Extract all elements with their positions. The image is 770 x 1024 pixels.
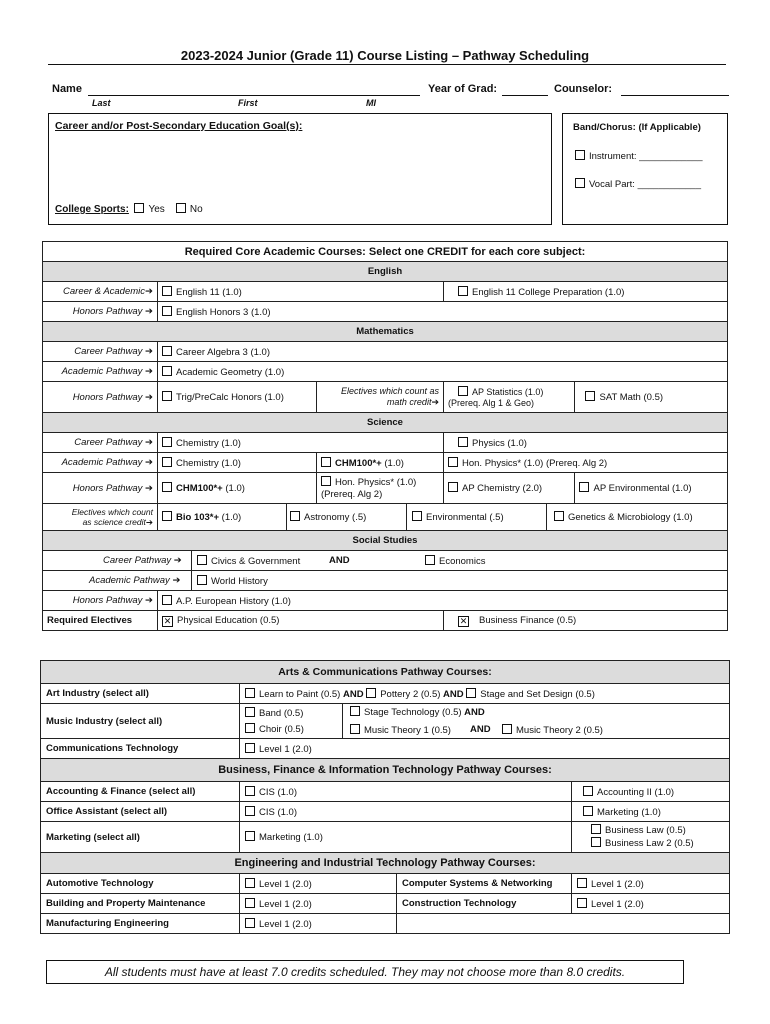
instrument-row xyxy=(575,150,703,162)
math-header: Mathematics xyxy=(43,322,728,342)
physical-education-option[interactable]: ✕ Physical Education (0.5) xyxy=(158,611,444,631)
checkbox[interactable] xyxy=(245,878,255,888)
choir-option[interactable]: Choir (0.5) xyxy=(245,723,304,735)
checkbox[interactable] xyxy=(583,786,593,796)
engineering-header: Engineering and Industrial Technology Pathway Courses: xyxy=(41,853,730,874)
ap-euro-option[interactable]: A.P. European History (1.0) xyxy=(158,591,728,611)
core-title: Required Core Academic Courses: Select one CREDIT for each core subject: xyxy=(43,242,728,262)
checkbox[interactable] xyxy=(162,286,172,296)
pathway-courses-table xyxy=(40,660,730,934)
music-and-label: AND xyxy=(470,724,491,735)
checkbox[interactable] xyxy=(458,437,468,447)
band-chorus-box xyxy=(562,113,728,225)
checkbox[interactable] xyxy=(245,786,255,796)
science-career-label: Career Pathway ➔ xyxy=(43,433,158,453)
counselor-field[interactable] xyxy=(621,95,729,96)
learn-to-paint-checkbox[interactable] xyxy=(245,688,255,698)
vocal-label: Vocal Part: ____________ xyxy=(589,179,701,190)
checkbox[interactable] xyxy=(448,482,458,492)
science-header: Science xyxy=(43,413,728,433)
checkbox[interactable] xyxy=(245,898,255,908)
business-law-checkbox[interactable] xyxy=(591,824,601,834)
building-maintenance-label: Building and Property Maintenance xyxy=(41,894,240,914)
checkbox[interactable] xyxy=(162,511,172,521)
checkbox[interactable] xyxy=(245,831,255,841)
first-label: First xyxy=(238,98,258,108)
sports-yes-checkbox[interactable] xyxy=(134,203,144,213)
math-academic-label: Academic Pathway ➔ xyxy=(43,362,158,382)
checkbox[interactable] xyxy=(162,482,172,492)
college-sports-label: College Sports: xyxy=(55,204,129,215)
career-physics-option[interactable]: Physics (1.0) xyxy=(444,433,728,453)
academic-geometry-option[interactable]: Academic Geometry (1.0) xyxy=(158,362,728,382)
stage-set-design-checkbox[interactable] xyxy=(466,688,476,698)
sports-yes-label: Yes xyxy=(148,204,165,215)
construction-option[interactable]: Level 1 (2.0) xyxy=(572,894,730,914)
checkbox[interactable] xyxy=(425,555,435,565)
checkbox[interactable] xyxy=(162,306,172,316)
english-header: English xyxy=(43,262,728,282)
english-honors-option[interactable]: English Honors 3 (1.0) xyxy=(158,302,728,322)
career-algebra-option[interactable]: Career Algebra 3 (1.0) xyxy=(158,342,728,362)
ap-chemistry-option[interactable]: AP Chemistry (2.0) xyxy=(444,473,575,504)
ap-environmental-option[interactable]: AP Environmental (1.0) xyxy=(575,473,728,504)
social-honors-label: Honors Pathway ➔ xyxy=(43,591,158,611)
honors-chm100-option[interactable]: CHM100*+ (1.0) xyxy=(158,473,317,504)
checkbox[interactable] xyxy=(412,511,422,521)
checkbox[interactable] xyxy=(245,918,255,928)
science-electives-row xyxy=(158,504,728,531)
checkbox[interactable] xyxy=(245,743,255,753)
checkbox[interactable] xyxy=(197,575,207,585)
academic-hon-physics-option[interactable]: Hon. Physics* (1.0) (Prereq. Alg 2) xyxy=(444,453,728,473)
checkbox[interactable] xyxy=(162,366,172,376)
checkbox[interactable] xyxy=(458,286,468,296)
arts-header: Arts & Communications Pathway Courses: xyxy=(41,661,730,684)
music-theory-1-option[interactable]: Music Theory 1 (0.5) xyxy=(350,724,451,736)
comm-tech-option[interactable]: Level 1 (2.0) xyxy=(240,739,730,759)
marketing-option[interactable]: Marketing (1.0) xyxy=(240,822,572,853)
page-title: 2023-2024 Junior (Grade 11) Course Listing – Pathway Scheduling xyxy=(180,48,590,63)
music-industry-options xyxy=(240,704,730,739)
checkbox[interactable] xyxy=(577,878,587,888)
college-sports-row xyxy=(55,203,203,215)
stage-technology-option[interactable]: Stage Technology (0.5) AND xyxy=(350,706,485,718)
counselor-label: Counselor: xyxy=(554,83,613,95)
goals-label: Career and/or Post-Secondary Education Goal(s): xyxy=(55,120,303,132)
business-law-2-checkbox[interactable] xyxy=(591,837,601,847)
astronomy-option[interactable]: Astronomy (.5) xyxy=(290,511,366,523)
social-and-label: AND xyxy=(329,555,350,566)
checkbox[interactable] xyxy=(290,511,300,521)
career-chemistry-option[interactable]: Chemistry (1.0) xyxy=(158,433,444,453)
business-header: Business, Finance & Information Technology Pathway Courses: xyxy=(41,759,730,782)
computer-systems-label: Computer Systems & Networking xyxy=(397,874,572,894)
ap-statistics-option[interactable]: AP Statistics (1.0) (Prereq. Alg 1 & Geo) xyxy=(444,382,575,413)
manufacturing-label: Manufacturing Engineering xyxy=(41,914,240,934)
checkbox[interactable] xyxy=(502,724,512,734)
vocal-checkbox[interactable] xyxy=(575,178,585,188)
bio103-option[interactable]: Bio 103*+ (1.0) xyxy=(162,511,241,523)
science-electives-label: Electives which count as science credit➔ xyxy=(43,504,158,531)
checkbox[interactable] xyxy=(350,724,360,734)
music-theory-2-option[interactable]: Music Theory 2 (0.5) xyxy=(502,724,603,736)
checkbox[interactable] xyxy=(583,806,593,816)
title-divider xyxy=(48,64,726,65)
band-chorus-title: Band/Chorus: (If Applicable) xyxy=(573,122,701,133)
checkbox[interactable] xyxy=(585,391,595,401)
vocal-row xyxy=(575,178,701,190)
english-honors-label: Honors Pathway ➔ xyxy=(43,302,158,322)
last-label: Last xyxy=(92,98,111,108)
required-electives-label: Required Electives xyxy=(43,611,158,631)
computer-systems-option[interactable]: Level 1 (2.0) xyxy=(572,874,730,894)
acct-cis-option[interactable]: CIS (1.0) xyxy=(240,782,572,802)
year-of-grad-field[interactable] xyxy=(502,95,548,96)
manufacturing-option[interactable]: Level 1 (2.0) xyxy=(240,914,397,934)
checkbox[interactable] xyxy=(448,457,458,467)
checkbox[interactable] xyxy=(245,723,255,733)
social-academic-row xyxy=(43,571,728,591)
automotive-option[interactable]: Level 1 (2.0) xyxy=(240,874,397,894)
sports-no-checkbox[interactable] xyxy=(176,203,186,213)
civics-option[interactable]: Civics & Government xyxy=(197,555,300,567)
year-of-grad-label: Year of Grad: xyxy=(428,83,498,95)
checkbox[interactable] xyxy=(162,346,172,356)
academic-chemistry-option[interactable]: Chemistry (1.0) xyxy=(158,453,317,473)
business-law-options: Business Law (0.5) Business Law 2 (0.5) xyxy=(572,822,730,853)
checkbox[interactable] xyxy=(579,482,589,492)
checkbox[interactable] xyxy=(197,555,207,565)
sports-no-label: No xyxy=(189,204,203,215)
checkbox[interactable] xyxy=(245,707,255,717)
art-industry-label: Art Industry (select all) xyxy=(41,684,240,704)
music-industry-label: Music Industry (select all) xyxy=(41,704,240,739)
genetics-option[interactable]: Genetics & Microbiology (1.0) xyxy=(554,511,693,523)
goals-box[interactable] xyxy=(48,113,552,225)
math-career-label: Career Pathway ➔ xyxy=(43,342,158,362)
science-academic-label: Academic Pathway ➔ xyxy=(43,453,158,473)
pottery-2-checkbox[interactable] xyxy=(366,688,376,698)
checkbox[interactable] xyxy=(162,457,172,467)
social-career-label: Career Pathway ➔ xyxy=(103,555,182,566)
math-honors-label: Honors Pathway ➔ xyxy=(43,382,158,413)
checked-checkbox[interactable]: ✕ xyxy=(163,615,172,626)
social-academic-label: Academic Pathway ➔ xyxy=(89,575,181,586)
checkbox[interactable] xyxy=(162,391,172,401)
social-studies-header: Social Studies xyxy=(43,531,728,551)
english-11-option[interactable]: English 11 (1.0) xyxy=(158,282,444,302)
empty-cell xyxy=(397,914,730,934)
checkbox[interactable] xyxy=(350,706,360,716)
environmental-option[interactable]: Environmental (.5) xyxy=(412,511,504,523)
academic-chm100-option[interactable]: CHM100*+ (1.0) xyxy=(317,453,444,473)
checkbox[interactable] xyxy=(162,437,172,447)
office-assistant-label: Office Assistant (select all) xyxy=(41,802,240,822)
accounting-label: Accounting & Finance (select all) xyxy=(41,782,240,802)
english-11-cp-option[interactable]: English 11 College Preparation (1.0) xyxy=(444,282,728,302)
checkbox[interactable] xyxy=(577,898,587,908)
name-field[interactable] xyxy=(88,95,420,96)
checked-checkbox[interactable]: ✕ xyxy=(459,615,468,626)
instrument-checkbox[interactable] xyxy=(575,150,585,160)
checkbox[interactable] xyxy=(321,457,331,467)
automotive-label: Automotive Technology xyxy=(41,874,240,894)
business-finance-option[interactable]: ✕ Business Finance (0.5) xyxy=(444,611,728,631)
world-history-option[interactable]: World History xyxy=(197,575,268,587)
math-electives-label: Electives which count as math credit➔ xyxy=(317,382,444,413)
economics-option[interactable]: Economics xyxy=(425,555,485,567)
english-career-label: Career & Academic➔ xyxy=(43,282,158,302)
core-courses-table xyxy=(42,241,728,631)
trig-precalc-option[interactable]: Trig/PreCalc Honors (1.0) xyxy=(158,382,317,413)
accounting-ii-option[interactable]: Accounting II (1.0) xyxy=(572,782,730,802)
checkbox[interactable] xyxy=(245,806,255,816)
checkbox[interactable] xyxy=(458,386,468,396)
construction-label: Construction Technology xyxy=(397,894,572,914)
honors-hon-physics-option[interactable]: Hon. Physics* (1.0) (Prereq. Alg 2) xyxy=(317,473,444,504)
comm-tech-label: Communications Technology xyxy=(41,739,240,759)
office-marketing-option[interactable]: Marketing (1.0) xyxy=(572,802,730,822)
name-label: Name xyxy=(52,83,82,95)
social-career-row xyxy=(43,551,728,571)
office-cis-option[interactable]: CIS (1.0) xyxy=(240,802,572,822)
credits-notice: All students must have at least 7.0 credits scheduled. They may not choose more than 8.0 credits. xyxy=(46,960,684,984)
marketing-label: Marketing (select all) xyxy=(41,822,240,853)
checkbox[interactable] xyxy=(554,511,564,521)
checkbox[interactable] xyxy=(162,595,172,605)
band-option[interactable]: Band (0.5) xyxy=(245,707,303,719)
mi-label: MI xyxy=(366,98,376,108)
checkbox[interactable] xyxy=(321,476,331,486)
building-maintenance-option[interactable]: Level 1 (2.0) xyxy=(240,894,397,914)
instrument-label: Instrument: ____________ xyxy=(589,151,703,162)
art-industry-options: Learn to Paint (0.5) AND Pottery 2 (0.5) AND Stage and Set Design (0.5) xyxy=(240,684,730,704)
sat-math-option[interactable]: SAT Math (0.5) xyxy=(575,382,728,413)
science-honors-label: Honors Pathway ➔ xyxy=(43,473,158,504)
